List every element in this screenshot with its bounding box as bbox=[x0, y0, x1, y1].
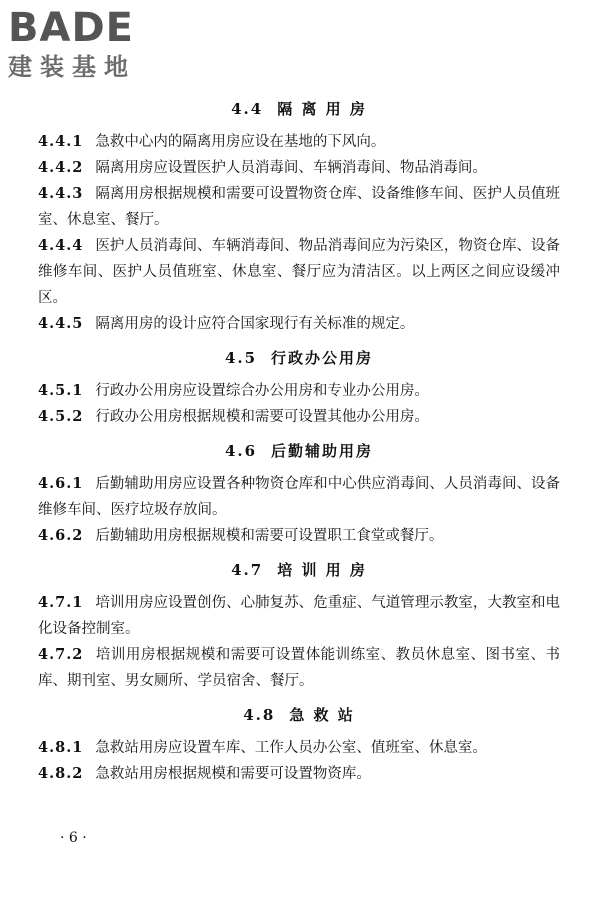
clause bbox=[38, 523, 560, 549]
clause bbox=[38, 181, 560, 233]
clause-text: 培训用房根据规模和需要可设置体能训练室、教员休息室、图书室、书库、期刊室、男女厕所、学员宿舍、餐厅。 bbox=[38, 647, 560, 689]
section-heading bbox=[38, 559, 560, 580]
section-number: 4.4 bbox=[231, 100, 264, 118]
clause-number: 4.4.2 bbox=[38, 159, 84, 176]
clause bbox=[38, 761, 560, 787]
clause bbox=[38, 155, 560, 181]
clause bbox=[38, 311, 560, 337]
logo-wordmark: BADE bbox=[8, 5, 134, 51]
clause-text: 隔离用房根据规模和需要可设置物资仓库、设备维修车间、医护人员值班室、休息室、餐厅。 bbox=[38, 186, 560, 228]
clause-text: 隔离用房应设置医护人员消毒间、车辆消毒间、物品消毒间。 bbox=[95, 160, 487, 176]
section-title: 急 救 站 bbox=[289, 706, 355, 724]
clause-number: 4.4.5 bbox=[38, 315, 84, 332]
clause-text: 后勤辅助用房根据规模和需要可设置职工食堂或餐厅。 bbox=[95, 528, 444, 544]
clause-text: 后勤辅助用房应设置各种物资仓库和中心供应消毒间、人员消毒间、设备维修车间、医疗垃圾存放间。 bbox=[38, 476, 560, 518]
section-number: 4.6 bbox=[224, 442, 258, 460]
section-number: 4.7 bbox=[231, 561, 264, 579]
clause bbox=[38, 471, 560, 523]
section-heading bbox=[38, 704, 560, 725]
clause-number: 4.4.4 bbox=[38, 237, 84, 254]
section-heading bbox=[38, 440, 560, 461]
clause-text: 隔离用房的设计应符合国家现行有关标准的规定。 bbox=[95, 316, 415, 332]
section-number: 4.5 bbox=[224, 349, 258, 367]
section-number: 4.8 bbox=[243, 706, 276, 724]
clause bbox=[38, 642, 560, 694]
clause-text: 培训用房应设置创伤、心肺复苏、危重症、气道管理示教室，大教室和电化设备控制室。 bbox=[38, 595, 560, 637]
section-title: 隔 离 用 房 bbox=[277, 100, 367, 118]
clause-number: 4.5.2 bbox=[38, 408, 84, 425]
clause-number: 4.7.1 bbox=[38, 594, 84, 611]
section-heading bbox=[38, 98, 560, 119]
clause-number: 4.6.2 bbox=[38, 527, 84, 544]
clause-number: 4.6.1 bbox=[38, 475, 84, 492]
clause-number: 4.5.1 bbox=[38, 382, 84, 399]
clause bbox=[38, 590, 560, 642]
logo-subtitle: 建装基地 bbox=[8, 53, 136, 81]
clause bbox=[38, 404, 560, 430]
clause-text: 急救中心内的隔离用房应设在基地的下风向。 bbox=[95, 134, 386, 150]
clause bbox=[38, 129, 560, 155]
clause-text: 急救站用房应设置车库、工作人员办公室、值班室、休息室。 bbox=[95, 740, 487, 756]
section-title: 后勤辅助用房 bbox=[271, 442, 374, 460]
section-title: 行政办公用房 bbox=[271, 349, 374, 367]
clause bbox=[38, 735, 560, 761]
bade-logo bbox=[8, 6, 178, 82]
clause-text: 行政办公用房应设置综合办公用房和专业办公用房。 bbox=[95, 383, 429, 399]
clause-text: 医护人员消毒间、车辆消毒间、物品消毒间应为污染区，物资仓库、设备维修车间、医护人员值班室、休息室、餐厅应为清洁区。以上两区之间应设缓冲区。 bbox=[38, 238, 560, 306]
section-title: 培 训 用 房 bbox=[277, 561, 367, 579]
clause-number: 4.8.2 bbox=[38, 765, 84, 782]
clause-text: 急救站用房根据规模和需要可设置物资库。 bbox=[95, 766, 371, 782]
clause bbox=[38, 233, 560, 311]
clause-number: 4.4.1 bbox=[38, 133, 84, 150]
clause-number: 4.4.3 bbox=[38, 185, 84, 202]
clause-number: 4.7.2 bbox=[38, 646, 84, 663]
clause-text: 行政办公用房根据规模和需要可设置其他办公用房。 bbox=[95, 409, 429, 425]
clause-number: 4.8.1 bbox=[38, 739, 84, 756]
clause bbox=[38, 378, 560, 404]
page-number: · 6 · bbox=[60, 830, 87, 846]
document-body bbox=[38, 88, 560, 787]
section-heading bbox=[38, 347, 560, 368]
